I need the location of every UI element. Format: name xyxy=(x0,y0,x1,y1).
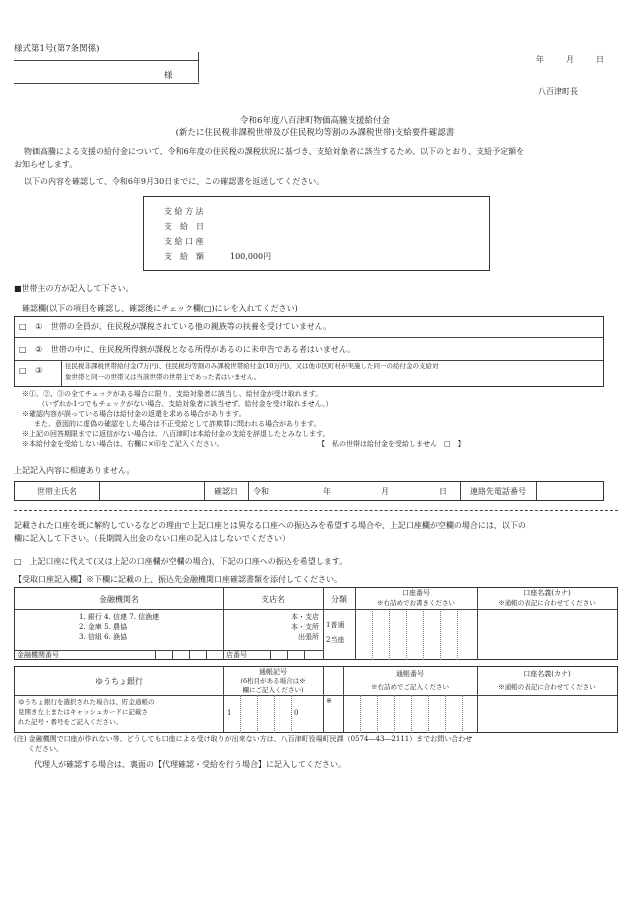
payment-date-label: 支 給 日 xyxy=(164,222,204,231)
issuer: 八百津町長 xyxy=(538,87,578,96)
check-item-2[interactable] xyxy=(19,345,355,355)
sig-day: 日 xyxy=(439,487,447,496)
footnote-1: (注) 金融機関で口座が作れない等、どうしても口座による受け取りが出来ない方は、八百津町役場町民課（0574―43―2111）までお問い合わせ xyxy=(14,735,473,743)
addressee-top-rule xyxy=(14,60,199,61)
fin-types-3[interactable]: 3. 信組 6. 漁協 xyxy=(79,633,128,641)
item-number: ① xyxy=(35,322,43,331)
acct-digit-divider xyxy=(440,609,441,660)
payment-amount-label: 支 給 額 xyxy=(164,252,204,261)
yucho-num-divider xyxy=(377,695,378,733)
yucho-digit-divider xyxy=(240,695,241,733)
intro-line-2: お知らせします。 xyxy=(14,160,78,169)
bank-intro-2: 欄に記入して下さい。（長期間入出金のない口座の記入はしないでください） xyxy=(14,534,290,543)
branch-type-3[interactable]: 出張所 xyxy=(298,633,319,641)
yucho-digit-divider xyxy=(291,695,292,733)
title-line-1: 令和6年度八百津町物価高騰支援給付金 xyxy=(240,116,390,126)
check-caption: 確認欄(以下の項目を確認し、確認後にチェック欄(□)にレを入れてください) xyxy=(22,304,298,313)
acct-header-rule xyxy=(355,609,617,610)
fin-types-1[interactable]: 1. 銀行 4. 信連 7. 信漁連 xyxy=(79,613,160,621)
yucho-star: ※ xyxy=(326,697,332,705)
bank-change-checkbox[interactable]: □ 上記口座に代えて(又は上記の口座欄が空欄の場合)、下記の口座への振込を希望します。 xyxy=(14,557,348,566)
item-3-text-cont: 象世帯と同一の世帯又は当該世帯の世帯主であった者はいません。 xyxy=(65,373,261,381)
yucho-num-divider xyxy=(462,695,463,733)
check-item-3[interactable] xyxy=(19,366,42,376)
date-year: 年 xyxy=(536,55,544,64)
fin-name-header: 金融機関名 xyxy=(99,595,139,604)
branch-code-label: 店番号 xyxy=(226,651,247,659)
digit-divider xyxy=(287,650,288,660)
yucho-digit-first: 1 xyxy=(227,709,232,717)
yucho-digit-last: 0 xyxy=(294,709,299,717)
intro-line-1: 物価高騰による支援の給付金について、令和6年度の住民税の課税状況に基づき、支給対象者に該当するため、以下のとおり、支給予定額を xyxy=(24,147,525,156)
addressee-bottom-rule xyxy=(14,83,199,84)
payment-amount-value: 100,000円 xyxy=(230,252,272,261)
yucho-num-label: 通帳番号 xyxy=(396,670,424,678)
note-3: ※確認内容が誤っている場合は給付金の返還を求める場合があります。 xyxy=(22,410,246,418)
digit-divider xyxy=(172,650,173,660)
holder-header: 口座名義(カナ) xyxy=(523,589,571,597)
note-1: ※①、②、③の全てチェックがある場合に限り、支給対象者に該当し、給付金が受け取れます。 xyxy=(22,390,323,398)
digit-divider xyxy=(189,650,190,660)
yucho-mark-note-2: 欄にご記入ください) xyxy=(242,686,304,694)
yucho-num-divider xyxy=(394,695,395,733)
yucho-name: ゆうちょ銀行 xyxy=(95,677,143,686)
form-number: 様式第1号(第7条関係) xyxy=(14,44,100,54)
era-label: 令和 xyxy=(253,487,269,496)
digit-divider xyxy=(270,650,271,660)
proxy-note: 代理人が確認する場合は、裏面の【代理確認・受給を行う場合】に記入してください。 xyxy=(34,760,346,769)
holder-note: ※通帳の表記に合わせてください xyxy=(498,599,596,607)
householder-name-label: 世帯主氏名 xyxy=(37,487,77,496)
date-day: 日 xyxy=(596,55,604,64)
note-6: ※本給付金を受給しない場合は、右欄に×印をご記入ください。 xyxy=(22,440,224,448)
check-row-divider xyxy=(15,337,603,338)
acct-digit-divider xyxy=(389,609,390,660)
yucho-digit-divider xyxy=(257,695,258,733)
yucho-desc-1: ゆうちょ銀行を選択された場合は、貯金通帳の xyxy=(18,698,155,706)
yucho-num-divider xyxy=(428,695,429,733)
yucho-mark-note-1: (6桁目がある場合は※ xyxy=(240,677,306,685)
yucho-holder-header: 口座名義(カナ) xyxy=(523,670,571,678)
checkbox[interactable]: □ xyxy=(19,345,27,354)
date-month: 月 xyxy=(566,55,574,64)
fin-types-2[interactable]: 2. 金庫 5. 農協 xyxy=(79,623,128,631)
payment-account-label: 支 給 口 座 xyxy=(164,237,204,246)
intro-line-3: 以下の内容を確認して、令和6年9月30日までに、この確認書を返送してください。 xyxy=(24,177,325,186)
digit-divider xyxy=(155,650,156,660)
householder-name-field[interactable] xyxy=(101,483,203,499)
digit-divider xyxy=(206,650,207,660)
branch-type-2[interactable]: 本・支所 xyxy=(291,623,319,631)
checkbox[interactable]: □ xyxy=(19,366,27,375)
item-number: ③ xyxy=(35,366,43,375)
item-number: ② xyxy=(35,345,43,354)
acct-digit-divider xyxy=(457,609,458,660)
col-divider xyxy=(323,667,324,733)
addressee-side-rule xyxy=(198,52,199,82)
cell-divider xyxy=(536,482,537,500)
yucho-num-note: ※右詰めでご記入ください xyxy=(371,683,449,691)
kind-current[interactable]: 2当座 xyxy=(326,636,345,644)
note-2: （いずれか1つでもチェックがない場合、支給対象者に該当せず、給付金を受け取れません。） xyxy=(38,400,333,408)
branch-type-1[interactable]: 本・支店 xyxy=(291,613,319,621)
payment-info-box xyxy=(143,196,490,271)
check-row-divider xyxy=(15,360,603,361)
note-4: また、意図的に虚偽の確認をした場合は不正受給として詐欺罪に問われる場合があります。 xyxy=(34,420,321,428)
yucho-table xyxy=(14,666,618,733)
no-error-statement: 上記記入内容に相違ありません。 xyxy=(14,466,135,475)
yucho-desc-3: れた記号・番号をご記入ください。 xyxy=(18,718,122,726)
item-3-divider xyxy=(61,360,62,387)
footnote-2: ください。 xyxy=(28,745,63,753)
yucho-desc-2: 見開き左上またはキャッシュカードに記載さ xyxy=(18,708,148,716)
check-table xyxy=(14,316,604,387)
kind-ordinary[interactable]: 1普通 xyxy=(326,621,345,629)
addressee-suffix: 様 xyxy=(164,71,173,81)
bank-heading: 【受取口座記入欄】※下欄に記載の上、振込先金融機関口座確認書類を添付してください。 xyxy=(14,575,342,584)
decline-checkbox[interactable]: 【 私の世帯は給付金を受給しません □ 】 xyxy=(318,440,465,448)
signature-row xyxy=(14,481,604,501)
yucho-digit-divider xyxy=(274,695,275,733)
yucho-holder-note: ※通帳の表記に合わせてください xyxy=(498,683,596,691)
item-text: 世帯の中に、住民税所得割が課税となる所得があるのに未申告である者はいません。 xyxy=(50,345,356,354)
bank-table xyxy=(14,587,618,660)
acct-digit-divider xyxy=(372,609,373,660)
check-item-1[interactable] xyxy=(19,322,331,332)
phone-field[interactable] xyxy=(538,483,602,499)
title-line-2: (新たに住民税非課税世帯及び住民税均等割のみ課税世帯)支給要件確認書 xyxy=(175,128,455,138)
kind-header: 分類 xyxy=(331,595,347,604)
section-separator xyxy=(14,510,618,511)
yucho-num-divider xyxy=(411,695,412,733)
branch-header: 支店名 xyxy=(261,595,285,604)
acct-digit-divider xyxy=(423,609,424,660)
acct-no-header: 口座番号 xyxy=(402,589,430,597)
payment-method-label: 支 給 方 法 xyxy=(164,207,204,216)
item-3-text: 住民税非課税世帯給付金(7万円)、住民税均等割のみ課税世帯給付金(10万円)、又は他市区町村が実施した同一の給付金の支給対 xyxy=(65,362,439,370)
item-text: 世帯の全員が、住民税が課税されている他の親族等の扶養を受けていません。 xyxy=(50,322,332,331)
bank-intro-1: 記載された口座を既に解約しているなどの理由で上記口座とは異なる口座への振込みを希望する場合や、上記口座欄が空欄の場合には、以下の xyxy=(14,521,526,530)
fin-code-label: 金融機関番号 xyxy=(17,651,59,659)
yucho-header-rule xyxy=(15,695,617,696)
note-5: ※上記の回答期限までに返信がない場合は、八百津町は本給付金の支給を辞退したとみなします。 xyxy=(22,430,330,438)
code-row-rule xyxy=(15,650,323,651)
phone-label: 連絡先電話番号 xyxy=(470,487,526,496)
yucho-mark-label: 通帳記号 xyxy=(259,668,287,676)
cell-divider xyxy=(99,482,100,500)
acct-digit-divider xyxy=(406,609,407,660)
confirm-date-label: 確認日 xyxy=(214,487,238,496)
header-rule xyxy=(15,609,355,610)
section-heading: ■世帯主の方が記入して下さい。 xyxy=(14,284,134,293)
sig-month: 月 xyxy=(381,487,389,496)
yucho-num-divider xyxy=(445,695,446,733)
acct-no-note: ※右詰めでお書きください xyxy=(377,599,455,607)
digit-divider xyxy=(304,650,305,660)
yucho-num-divider xyxy=(360,695,361,733)
cell-divider xyxy=(248,482,249,500)
sig-year: 年 xyxy=(323,487,331,496)
checkbox[interactable]: □ xyxy=(19,322,27,331)
